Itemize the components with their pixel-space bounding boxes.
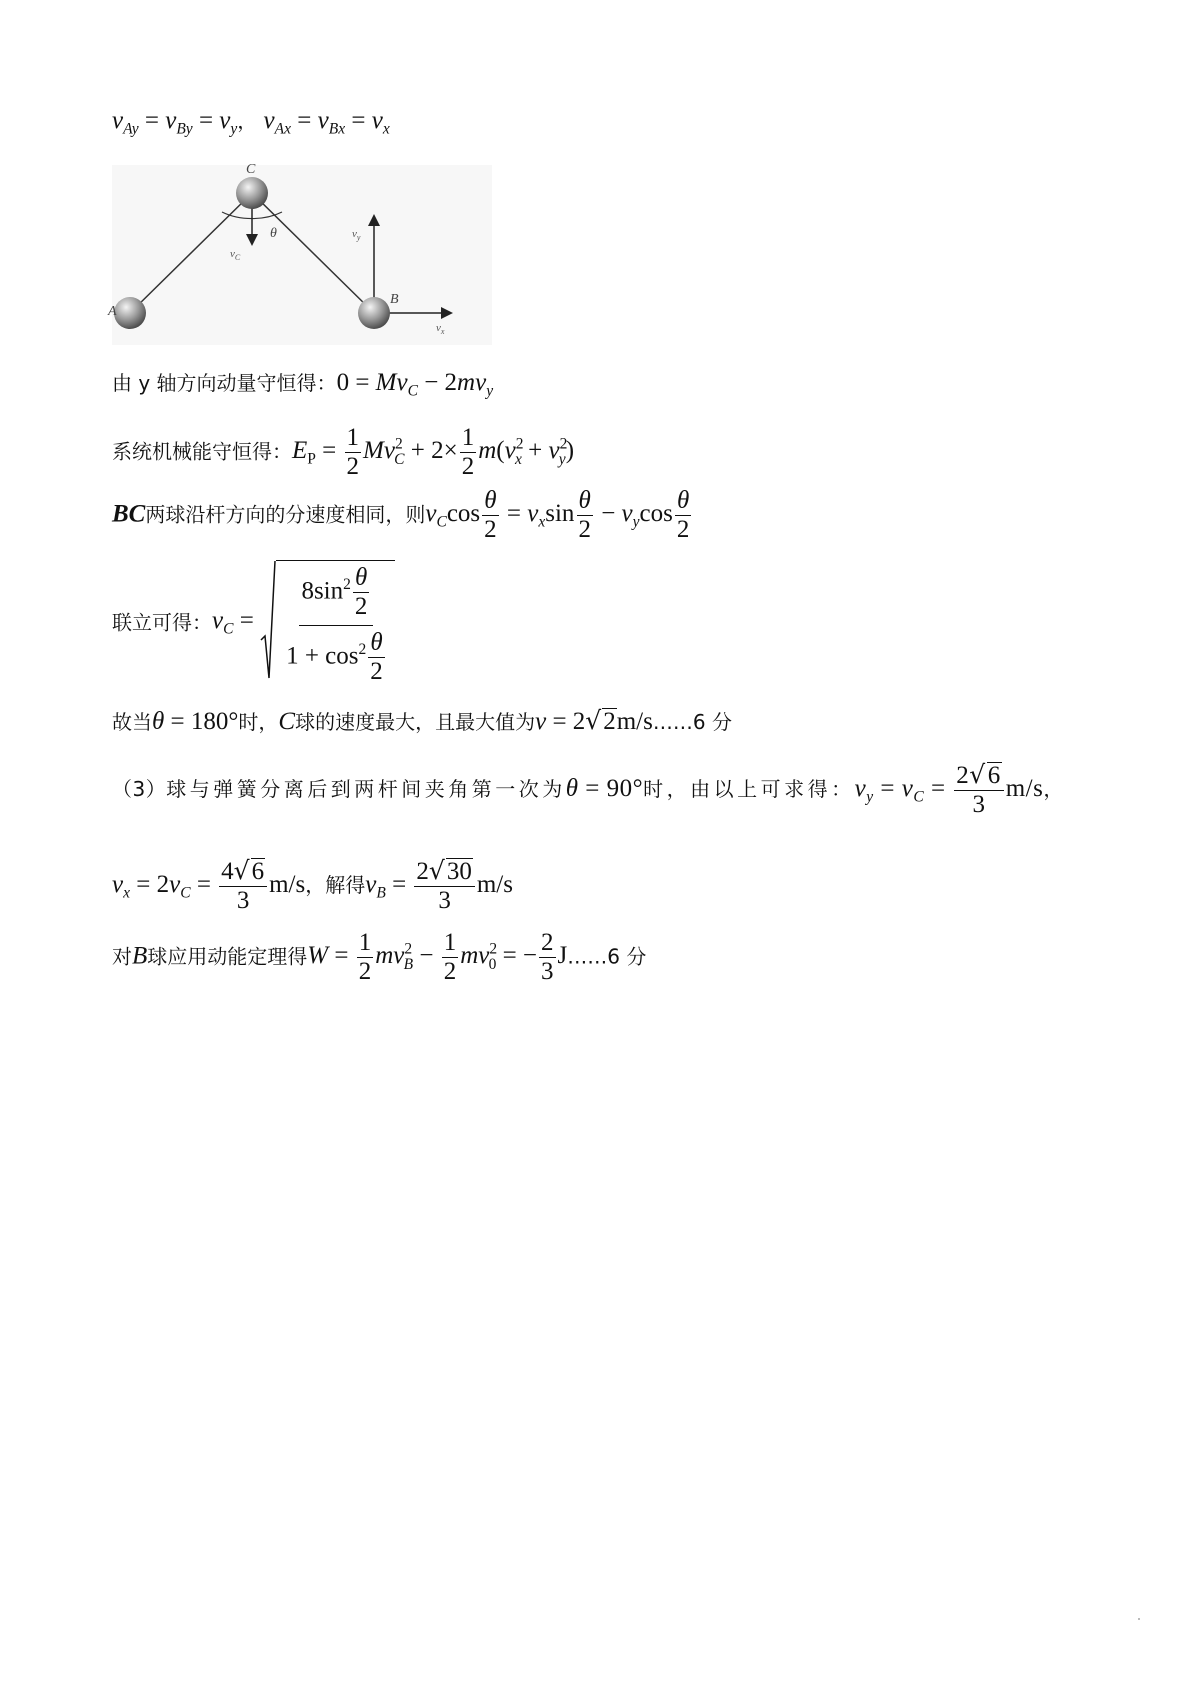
- part3-text-2: 时，由以上可求得：: [643, 776, 855, 801]
- velocity-equality-line: [112, 108, 390, 137]
- combined-line: [112, 560, 395, 685]
- max-text-2: 时，: [238, 710, 279, 734]
- label-B: B: [390, 292, 399, 307]
- work-text-1: 对: [112, 944, 132, 969]
- big-sqrt: $8\sin^2$ $\frac{\theta}{2}$ $1 + \cos^2$ $\frac{\theta}{2}$: [260, 560, 395, 685]
- vx-line: [112, 858, 513, 915]
- label-vy: $v_y$: [352, 228, 361, 242]
- theta-180: θ = 180°: [152, 708, 239, 735]
- separator: ，: [237, 109, 258, 133]
- page-speck: [1138, 1618, 1140, 1620]
- vy-vc-eq: $v_y = v_C$ = $\frac{2√6}{3}$ m/s: [854, 760, 1044, 819]
- work-score: ……6 分: [567, 944, 647, 969]
- ball-B: [358, 297, 390, 329]
- rod-velocity-line: [112, 488, 693, 544]
- label-vx: $v_x$: [436, 322, 445, 336]
- label-C: C: [246, 162, 256, 177]
- part3-label: （3）: [112, 776, 167, 801]
- momentum-line: [112, 370, 493, 399]
- vx-sep: ，: [305, 872, 326, 897]
- part3-line: [112, 762, 1064, 819]
- momentum-text: 由 y 轴方向动量守恒得：: [112, 371, 337, 395]
- max-text-3: 球的速度最大，且最大值为: [295, 710, 536, 734]
- work-text-2: 球应用动能定理得: [147, 944, 308, 969]
- ball-c-label: C: [278, 708, 296, 735]
- ball-b-label: B: [132, 942, 148, 970]
- rod-velocity-text: 两球沿杆方向的分速度相同，则: [145, 502, 426, 527]
- bc-label: BC: [112, 500, 146, 528]
- energy-line: [112, 425, 574, 481]
- ball-rod-diagram: [108, 162, 492, 345]
- label-vC: $v_C$: [230, 248, 241, 262]
- energy-eq: $E_P$ = $\frac{1}{2}$ $Mv^2_C + 2\times$ $\frac{1}{2}$ $m(v^2_x + v^2_y)$: [292, 424, 575, 481]
- rod-velocity-eq: $v_C\cos$ $\frac{\theta}{2}$ = $v_x\sin$ $\frac{\theta}{2}$ − $v_y\cos$ $\frac{\theta}{2}$: [425, 487, 690, 544]
- momentum-eq: $0 = Mv_C - 2mv_y$: [336, 369, 494, 400]
- score-6: ……6 分: [652, 710, 732, 734]
- max-text-1: 故当: [112, 710, 152, 734]
- label-theta: θ: [270, 226, 277, 241]
- energy-text: 系统机械能守恒得：: [112, 439, 292, 464]
- part3-end: ，: [1043, 776, 1064, 801]
- max-value: v = 2√2m/s: [535, 706, 653, 735]
- figure-background: [112, 165, 492, 345]
- work-eq: W = $\frac{1}{2}$ $mv^2_B$ − $\frac{1}{2}$ $mv^2_0$ = − $\frac{2}{3}$ J: [307, 929, 568, 986]
- eq-vx-equal: $v_{Ax} = v_{Bx} = v_x$: [263, 107, 390, 138]
- label-A: A: [108, 304, 117, 319]
- vb-eq: $v_B$ = $\frac{2√30}{3}$ m/s: [365, 856, 513, 915]
- eq-vy-equal: $v_{Ay} = v_{By} = v_y$: [112, 107, 238, 138]
- part3-text: 球与弹簧分离后到两杆间夹角第一次为: [166, 776, 566, 801]
- combined-eq: $v_C$ =: [212, 607, 261, 638]
- vx-eq: $v_x = 2v_C$ = $\frac{4√6}{3}$ m/s: [112, 856, 306, 915]
- combined-text: 联立可得：: [112, 610, 212, 635]
- ball-C: [236, 177, 268, 209]
- work-line: [112, 930, 646, 986]
- max-speed-line: [112, 708, 732, 734]
- theta-90: θ = 90°: [565, 774, 644, 802]
- vx-text: 解得: [325, 872, 366, 897]
- ball-A: [114, 297, 146, 329]
